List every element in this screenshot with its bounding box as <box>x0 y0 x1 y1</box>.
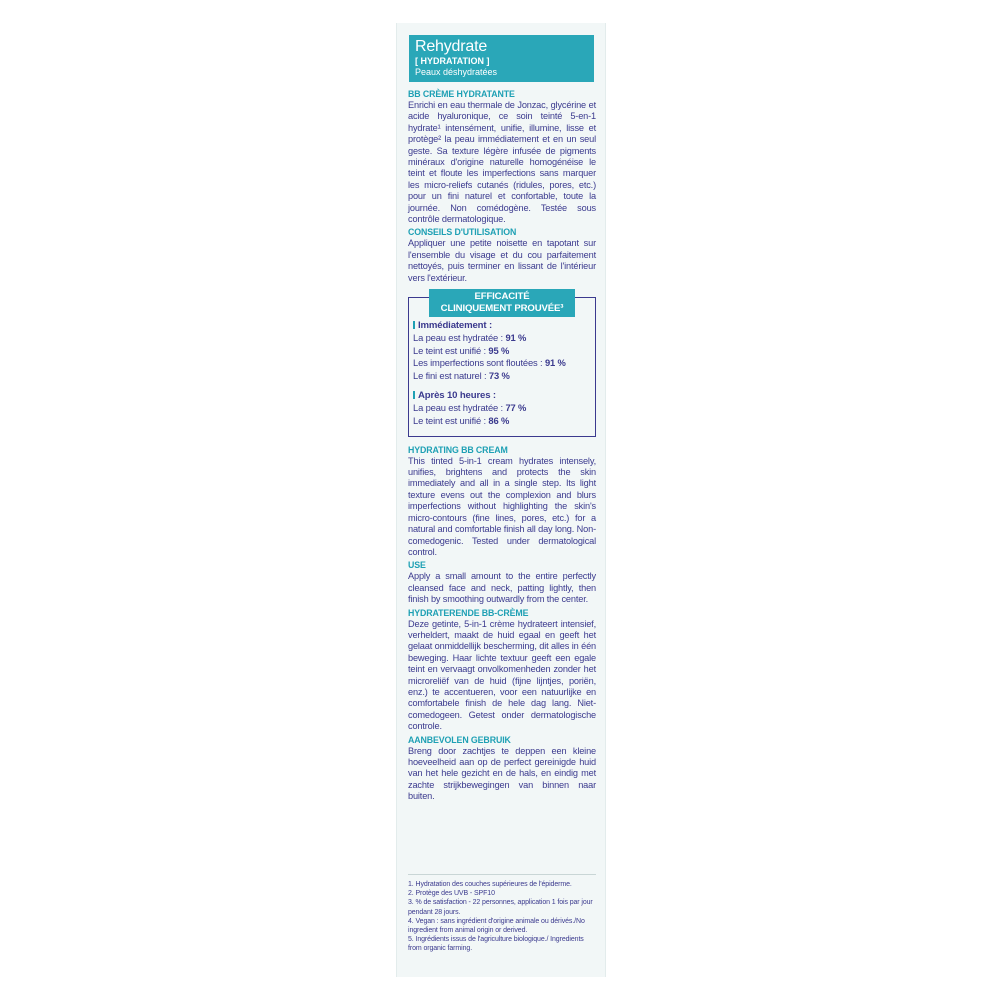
en-body: This tinted 5-in-1 cream hydrates intensely, unifies, brightens and protects the skin immediately and all in a single step. Its light texture evens out the complexion and blurs imperfections without highlighting the skin's micro-contours (fine lines, pores, etc.) for a natural and comfortable finish all day long. Non-comedogenic. Tested under dermatological control. <box>408 455 596 557</box>
efficacy-row <box>413 345 591 358</box>
en-heading: HYDRATING BB CREAM <box>408 444 508 455</box>
product-title: Rehydrate <box>415 38 488 55</box>
efficacy-row-value: 95 % <box>488 344 510 356</box>
efficacy-row <box>413 370 591 383</box>
efficacy-row-label: La peau est hydratée : <box>413 402 506 414</box>
fr-heading: BB CRÈME HYDRATANTE <box>408 89 515 99</box>
en-use-body: Apply a small amount to the entire perfectly cleansed face and neck, patting lightly, then finish by smoothing outwardly from the center. <box>408 571 596 605</box>
efficacy-row-label: Les imperfections sont floutées : <box>413 357 545 369</box>
fr-use-body: Appliquer une petite noisette en tapotant sur l'ensemble du visage et du cou parfaitement nettoyés, puis terminer en lissant de l'intérieur vers l'extérieur. <box>408 238 596 283</box>
efficacy-row <box>413 402 591 415</box>
nl-use-body: Breng door zachtjes te deppen een kleine hoeveelheid aan op de perfect gereinigde huid van het hele gezicht en de hals, en eindig met zachte strijkbewegingen van binnen naar buiten. <box>408 745 596 802</box>
efficacy-row-label: Le teint est unifié : <box>413 344 489 356</box>
footnote: 5. Ingrédients issus de l'agriculture biologique./ Ingredients from organic farming. <box>408 936 584 953</box>
footnote-divider <box>408 874 596 875</box>
en-use-heading: USE <box>408 560 426 571</box>
product-skin-type: Peaux déshydratées <box>415 67 498 77</box>
fr-body: Enrichi en eau thermale de Jonzac, glycérine et acide hyaluronique, ce soin teinté 5-en-1 hydrate¹ intensément, unifie, illumine, lisse et protège² la peau immédiatement et en un seul geste. Sa texture légère infusée de pigments minéraux d'origine naturelle homogénéise le teint et floute les imperfections sans marquer les micro-reliefs cutanés (ridules, pores, etc.) pour un fini naturel et confortable, toute la journée. Non comédogène. Testée sous contrôle dermatologique. <box>408 100 596 225</box>
efficacy-row <box>413 357 591 370</box>
efficacy-row-label: Le fini est naturel : <box>413 369 489 381</box>
efficacy-row <box>413 415 591 428</box>
nl-body: Deze getinte, 5-in-1 crème hydrateert intensief, verheldert, maakt de huid egaal en geeft het gelaat onmiddellijk bescherming, dit alles in één beweging. Haar lichte textuur geeft een egale teint en vervaagt onvolkomenheden zonder het microreliëf van de huid (fijne lijntjes, poriën, enz.) te accentueren, voor een natuurlijke en comfortabele finish de hele dag lang. Niet-comedogeen. Getest onder dermatologische controle. <box>408 618 596 732</box>
footnote: 1. Hydratation des couches supérieures de l'épiderme. <box>408 881 572 888</box>
efficacy-box <box>408 291 596 437</box>
efficacy-title-line2: CLINIQUEMENT PROUVÉE³ <box>440 302 564 314</box>
efficacy-row-value: 91 % <box>505 332 527 344</box>
fr-use-heading: CONSEILS D'UTILISATION <box>408 227 517 238</box>
nl-heading: HYDRATERENDE BB-CRÈME <box>408 607 529 618</box>
efficacy-row-value: 77 % <box>505 402 527 414</box>
footnote: 2. Protège des UVB - SPF10 <box>408 890 495 898</box>
efficacy-row-value: 86 % <box>488 415 510 427</box>
efficacy-immediate-label: Immédiatement : <box>418 320 492 332</box>
product-header <box>409 35 594 82</box>
efficacy-after-label: Après 10 heures : <box>418 390 496 402</box>
efficacy-title-line1: EFFICACITÉ <box>474 291 530 303</box>
efficacy-after-heading <box>413 390 591 402</box>
nl-use-heading: AANBEVOLEN GEBRUIK <box>408 734 511 745</box>
product-category: [ HYDRATATION ] <box>415 56 490 66</box>
efficacy-row-label: Le teint est unifié : <box>413 415 489 427</box>
accent-bar <box>413 321 415 329</box>
efficacy-row <box>413 332 591 345</box>
efficacy-row-label: La peau est hydratée : <box>413 332 506 344</box>
footnote: 4. Vegan : sans ingrédient d'origine animale ou dérivés./No ingredient from animal origin or derived. <box>408 917 585 935</box>
footnotes <box>408 880 598 954</box>
label-content <box>408 87 596 803</box>
efficacy-title <box>429 289 575 317</box>
efficacy-row-value: 91 % <box>544 357 566 369</box>
footnote: 3. % de satisfaction - 22 personnes, application 1 fois par jour pendant 28 jours. <box>408 899 593 916</box>
accent-bar <box>413 391 415 399</box>
efficacy-immediate-heading <box>413 320 591 332</box>
efficacy-row-value: 73 % <box>488 369 510 381</box>
